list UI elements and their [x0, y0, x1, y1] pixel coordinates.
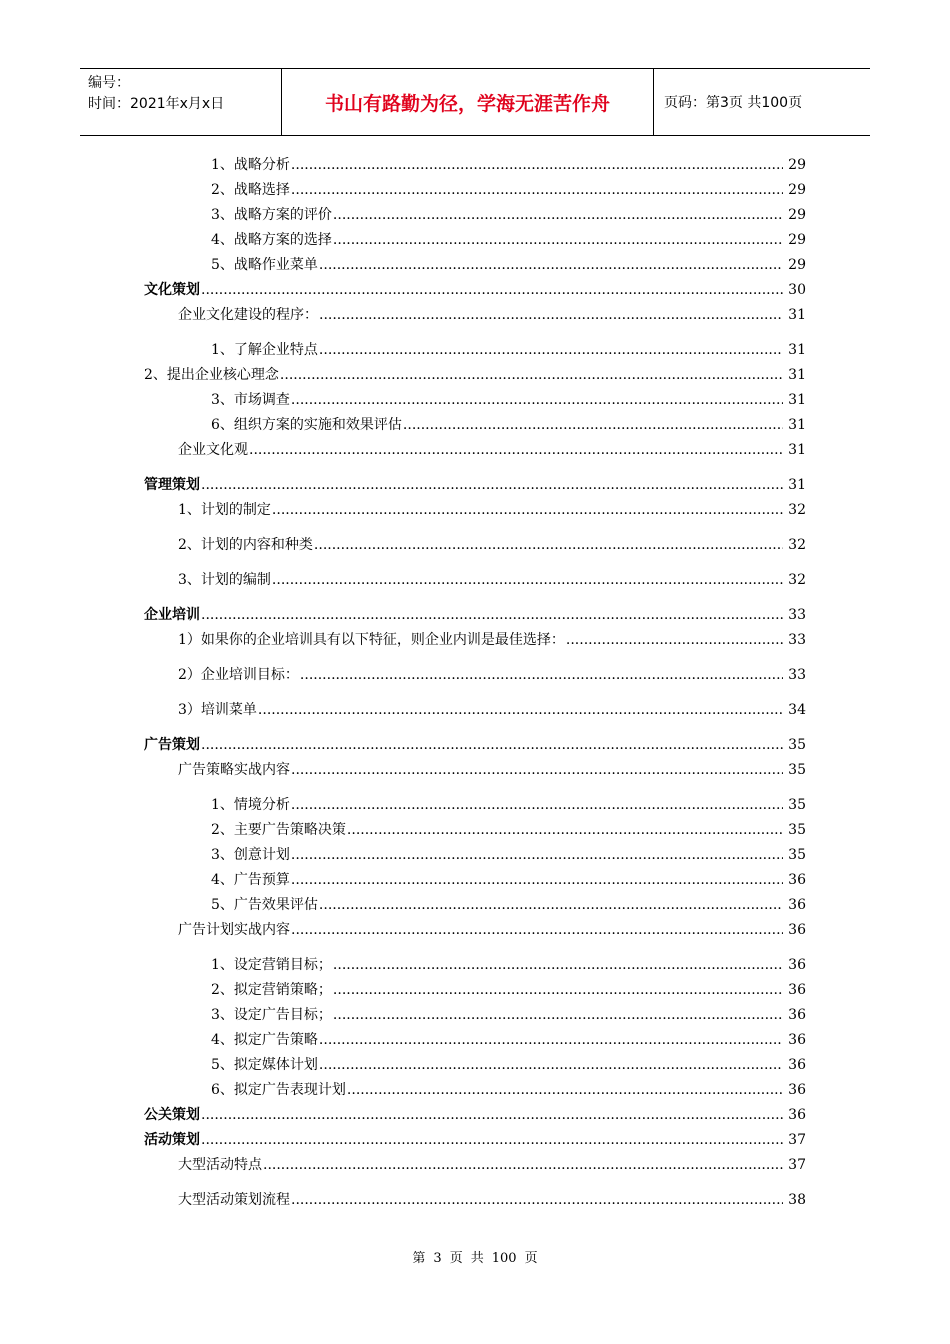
toc-chapter[interactable]	[144, 281, 806, 299]
toc-entry-title: 3、设定广告目标；	[211, 1007, 332, 1023]
toc-entry-title: 3、计划的编制	[178, 572, 271, 588]
toc-entry[interactable]	[178, 1191, 806, 1209]
toc-leader-dots	[319, 256, 783, 274]
toc-leader-dots	[333, 981, 783, 999]
toc-entry-page: 31	[788, 477, 806, 493]
toc-leader-dots	[263, 1156, 783, 1174]
toc-leader-dots	[347, 821, 783, 839]
toc-entry-page: 31	[788, 417, 806, 433]
toc-entry[interactable]	[178, 536, 806, 554]
toc-leader-dots	[249, 441, 783, 459]
toc-leader-dots	[272, 571, 783, 589]
toc-entry-title: 3、战略方案的评价	[211, 207, 332, 223]
toc-entry-page: 36	[788, 1057, 806, 1073]
toc-entry-title: 1、计划的制定	[178, 502, 271, 518]
toc-leader-dots	[201, 736, 783, 754]
toc-entry-title: 5、战略作业菜单	[211, 257, 318, 273]
toc-entry-title: 5、拟定媒体计划	[211, 1057, 318, 1073]
toc-entry-page: 33	[788, 667, 806, 683]
toc-entry[interactable]	[178, 631, 806, 649]
toc-leader-dots	[291, 871, 783, 889]
page-footer	[0, 1247, 950, 1266]
toc-leader-dots	[201, 1106, 783, 1124]
toc-entry[interactable]	[211, 1056, 806, 1074]
toc-entry-title: 2、战略选择	[211, 182, 290, 198]
toc-entry-page: 37	[788, 1157, 806, 1173]
toc-entry-page: 38	[788, 1192, 806, 1208]
toc-entry-page: 32	[788, 502, 806, 518]
toc-entry-title: 3、创意计划	[211, 847, 290, 863]
toc-entry[interactable]	[178, 921, 806, 939]
toc-entry-title: 1、战略分析	[211, 157, 290, 173]
toc-leader-dots	[300, 666, 783, 684]
serial-label: 编号：	[88, 75, 130, 91]
toc-entry-page: 36	[788, 922, 806, 938]
toc-chapter[interactable]	[144, 476, 806, 494]
toc-entry-page: 29	[788, 207, 806, 223]
toc-entry-page: 32	[788, 572, 806, 588]
toc-entry[interactable]	[178, 501, 806, 519]
toc-entry-title: 5、广告效果评估	[211, 897, 318, 913]
toc-leader-dots	[291, 391, 783, 409]
toc-entry[interactable]	[211, 156, 806, 174]
toc-entry-page: 29	[788, 232, 806, 248]
footer-word: 页	[524, 1251, 538, 1266]
toc-entry-title: 1）如果你的企业培训具有以下特征，则企业内训是最佳选择：	[178, 632, 565, 648]
footer-total-pages: 100	[491, 1251, 517, 1266]
footer-word: 第	[412, 1251, 426, 1266]
toc-leader-dots	[333, 231, 783, 249]
toc-entry[interactable]	[211, 896, 806, 914]
toc-entry[interactable]	[178, 666, 806, 684]
toc-entry[interactable]	[178, 701, 806, 719]
toc-entry-title: 6、拟定广告表现计划	[211, 1082, 346, 1098]
toc-entry-title: 4、拟定广告策略	[211, 1032, 318, 1048]
toc-entry-title: 3）培训菜单	[178, 702, 257, 718]
page-header	[80, 68, 870, 136]
toc-leader-dots	[291, 761, 783, 779]
toc-entry-title: 文化策划	[144, 282, 200, 298]
toc-leader-dots	[291, 921, 783, 939]
toc-entry[interactable]	[211, 416, 806, 434]
toc-leader-dots	[314, 536, 783, 554]
toc-entry-title: 1、了解企业特点	[211, 342, 318, 358]
toc-entry-title: 管理策划	[144, 477, 200, 493]
toc-chapter[interactable]	[144, 606, 806, 624]
toc-entry-title: 企业文化建设的程序：	[178, 307, 318, 323]
toc-entry-title: 2、拟定营销策略；	[211, 982, 332, 998]
toc-leader-dots	[319, 306, 783, 324]
toc-entry-title: 广告策略实战内容	[178, 762, 290, 778]
toc-leader-dots	[258, 701, 783, 719]
toc-entry[interactable]	[178, 306, 806, 324]
toc-entry-title: 大型活动特点	[178, 1157, 262, 1173]
toc-entry-page: 33	[788, 607, 806, 623]
toc-entry[interactable]	[211, 391, 806, 409]
toc-leader-dots	[333, 206, 783, 224]
toc-entry[interactable]	[211, 1031, 806, 1049]
header-motto: 书山有路勤为径，学海无涯苦作舟	[282, 69, 654, 135]
toc-entry-title: 1、情境分析	[211, 797, 290, 813]
header-page-info: 页码：第3页 共100页	[664, 95, 803, 111]
toc-leader-dots	[291, 796, 783, 814]
footer-word: 页	[449, 1251, 463, 1266]
toc-leader-dots	[291, 156, 783, 174]
toc-entry-page: 36	[788, 1082, 806, 1098]
toc-entry-page: 31	[788, 392, 806, 408]
toc-entry[interactable]	[178, 1156, 806, 1174]
toc-entry[interactable]	[211, 1006, 806, 1024]
toc-entry-title: 活动策划	[144, 1132, 200, 1148]
toc-entry[interactable]	[211, 956, 806, 974]
toc-entry-page: 35	[788, 737, 806, 753]
toc-leader-dots	[291, 181, 783, 199]
toc-leader-dots	[403, 416, 783, 434]
toc-entry[interactable]	[178, 441, 806, 459]
toc-entry-title: 4、战略方案的选择	[211, 232, 332, 248]
toc-chapter[interactable]	[144, 1131, 806, 1149]
toc-entry-page: 36	[788, 1032, 806, 1048]
toc-entry-title: 企业文化观	[178, 442, 248, 458]
toc-entry[interactable]	[144, 366, 806, 384]
toc-leader-dots	[319, 1031, 783, 1049]
toc-entry-page: 36	[788, 897, 806, 913]
toc-leader-dots	[291, 846, 783, 864]
toc-entry-page: 36	[788, 1007, 806, 1023]
toc-chapter[interactable]	[144, 736, 806, 754]
toc-entry-page: 35	[788, 762, 806, 778]
toc-entry-page: 36	[788, 982, 806, 998]
toc-entry-page: 31	[788, 307, 806, 323]
toc-entry-title: 2、主要广告策略决策	[211, 822, 346, 838]
toc-entry-title: 大型活动策划流程	[178, 1192, 290, 1208]
toc-entry-page: 36	[788, 1107, 806, 1123]
footer-current-page: 3	[433, 1251, 442, 1266]
toc-entry[interactable]	[211, 256, 806, 274]
toc-entry-page: 31	[788, 342, 806, 358]
toc-entry-page: 34	[788, 702, 806, 718]
toc-entry[interactable]	[211, 206, 806, 224]
toc-entry-title: 4、广告预算	[211, 872, 290, 888]
toc-entry[interactable]	[211, 871, 806, 889]
toc-entry-title: 2、计划的内容和种类	[178, 537, 313, 553]
toc-entry-page: 35	[788, 847, 806, 863]
toc-leader-dots	[291, 1191, 783, 1209]
header-meta	[80, 69, 282, 135]
toc-entry-page: 31	[788, 367, 806, 383]
toc-leader-dots	[319, 1056, 783, 1074]
toc-entry[interactable]	[211, 981, 806, 999]
toc-entry-title: 广告策划	[144, 737, 200, 753]
toc-entry-page: 31	[788, 442, 806, 458]
toc-entry[interactable]	[211, 231, 806, 249]
toc-entry-title: 2）企业培训目标：	[178, 667, 299, 683]
toc-leader-dots	[201, 1131, 783, 1149]
time-label: 时间：2021年x月x日	[88, 96, 225, 112]
toc-chapter[interactable]	[144, 1106, 806, 1124]
toc-entry-page: 37	[788, 1132, 806, 1148]
toc-leader-dots	[333, 956, 783, 974]
footer-word: 共	[470, 1251, 484, 1266]
toc-entry[interactable]	[211, 181, 806, 199]
toc-entry-page: 29	[788, 257, 806, 273]
toc-leader-dots	[319, 896, 783, 914]
toc-entry-page: 33	[788, 632, 806, 648]
toc-entry-title: 3、市场调查	[211, 392, 290, 408]
toc-entry[interactable]	[211, 821, 806, 839]
toc-entry-page: 36	[788, 872, 806, 888]
toc-entry-title: 1、设定营销目标；	[211, 957, 332, 973]
toc-entry[interactable]	[211, 1081, 806, 1099]
toc-entry[interactable]	[211, 846, 806, 864]
toc-entry-page: 29	[788, 157, 806, 173]
toc-entry[interactable]	[211, 796, 806, 814]
toc-entry[interactable]	[178, 571, 806, 589]
toc-entry-title: 6、组织方案的实施和效果评估	[211, 417, 402, 433]
toc-entry-page: 35	[788, 822, 806, 838]
toc-leader-dots	[319, 341, 783, 359]
toc-entry-title: 公关策划	[144, 1107, 200, 1123]
toc-leader-dots	[201, 476, 783, 494]
toc-entry-page: 36	[788, 957, 806, 973]
toc-leader-dots	[201, 281, 783, 299]
toc-entry-page: 32	[788, 537, 806, 553]
toc-entry-title: 广告计划实战内容	[178, 922, 290, 938]
toc-entry[interactable]	[178, 761, 806, 779]
toc-leader-dots	[280, 366, 783, 384]
toc-entry-title: 企业培训	[144, 607, 200, 623]
toc-leader-dots	[566, 631, 783, 649]
toc-leader-dots	[333, 1006, 783, 1024]
toc-leader-dots	[347, 1081, 783, 1099]
toc-entry-title: 2、提出企业核心理念	[144, 367, 279, 383]
toc-leader-dots	[272, 501, 783, 519]
toc-entry-page: 35	[788, 797, 806, 813]
toc-entry-page: 30	[788, 282, 806, 298]
toc-entry-page: 29	[788, 182, 806, 198]
toc-leader-dots	[201, 606, 783, 624]
toc-entry[interactable]	[211, 341, 806, 359]
